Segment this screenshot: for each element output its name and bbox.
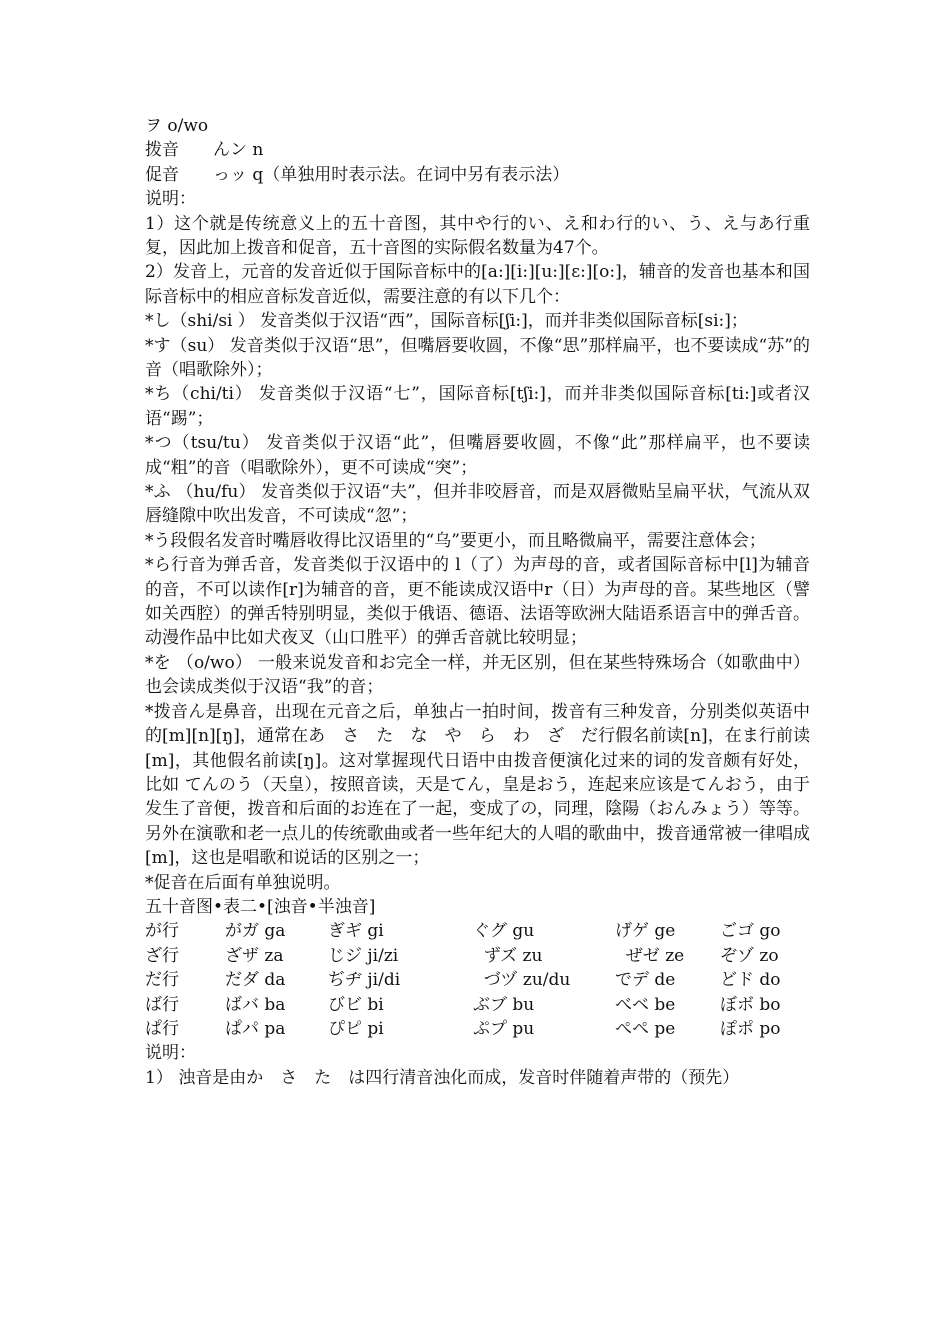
paragraph-ra-row: *ら行音为弹舌音，发音类似于汉语中的 l（了）为声母的音，或者国际音标中[l]为辅音的音，不可以读作[r]为辅音的音，更不能读成汉语中r（日）为声母的音。某些地区（譬如关西腔）的弹舌特别明显，类似于俄语、德语、法语等欧洲大陆语系语言中的弹舌音。动漫作品中比如犬夜叉（山口胜平）的弹舌音就比较明显；: [145, 555, 810, 649]
document-page: [145, 114, 810, 1090]
table-row: [145, 993, 810, 1017]
paragraph-tsu: *つ（tsu/tu） 发音类似于汉语“此”，但嘴唇要收圆，不像“此”那样扁平，也不要读成“粗”的音（唱歌除外），更不可读成“突”；: [145, 433, 810, 478]
table-cell: げゲ ge: [615, 921, 676, 942]
paragraph-shi: *し（shi/si ） 发音类似于汉语“西”，国际音标[ʃi:]，而并非类似国际音标[si:]；: [145, 311, 748, 332]
paragraph-2: 2）发音上，元音的发音近似于国际音标中的[a:][i:][u:][ɛ:][o:]，辅音的发音也基本和国际音标中的相应音标发音近似，需要注意的有以下几个：: [145, 262, 810, 307]
table-cell: ぎギ gi: [328, 921, 384, 942]
table-cell: どド do: [720, 970, 781, 991]
paragraph-n: *拨音ん是鼻音，出现在元音之后，单独占一拍时间，拨音有三种发音，分别类似英语中的[m][n][ŋ]，通常在あ さ た な や ら わ ざ だ行假名前读[n]，在ま行前读[m]，其他假名前读[ŋ]。这对掌握现代日语中由拨音便演化过来的词的发音颇有好处，比如 てんのう（天皇），按照音读，天是てん，皇是おう，连起来应该是てんおう，由于发生了音便，拨音和后面的お连在了一起，变成了の，同理，陰陽（おんみょう）等等。另外在演歌和老一点儿的传统歌曲或者一些年纪大的人唱的歌曲中，拨音通常被一律唱成[m]，这也是唱歌和说话的区别之一；: [145, 701, 810, 869]
table-row: [145, 1017, 810, 1041]
text-line-sokuon: 促音 っッ q（单独用时表示法。在词中另有表示法）: [145, 164, 570, 185]
table-cell: が行: [145, 921, 179, 942]
notes-heading-2: 说明：: [145, 1043, 196, 1064]
table-cell: ぱパ pa: [225, 1018, 286, 1039]
table-cell: ぷプ pu: [473, 1018, 535, 1039]
paragraph-sokuon-note: *促音在后面有单独说明。: [145, 872, 341, 893]
table-cell: だダ da: [225, 970, 286, 991]
table-cell: ぽポ po: [720, 1018, 781, 1039]
table-cell: ぼボ bo: [720, 994, 781, 1015]
paragraph-su: *す（su） 发音类似于汉语“思”，但嘴唇要收圆，不像“思”那样扁平，也不要读成“苏”的音（唱歌除外）；: [145, 335, 810, 380]
table-cell: ぺペ pe: [615, 1018, 676, 1039]
text-line-dakuon-note: 1） 浊音是由か さ た は四行清音浊化而成，发音时伴随着声带的（预先）: [145, 1067, 740, 1088]
paragraph-wo: *を （o/wo） 一般来说发音和お完全一样，并无区别，但在某些特殊场合（如歌曲中）也会读成类似于汉语“我”的音；: [145, 652, 810, 698]
table-cell: ぱ行: [145, 1018, 179, 1039]
table-cell: ぢヂ ji/di: [328, 970, 401, 991]
table-row: [145, 968, 810, 992]
table-cell: ぴピ pi: [328, 1018, 384, 1039]
text-line-wo: ヲ o/wo: [145, 116, 209, 136]
table-cell: ざザ za: [225, 945, 284, 966]
table-cell: ぶブ bu: [473, 994, 535, 1015]
table-cell: ずズ zu: [473, 945, 543, 966]
table-cell: べベ be: [615, 994, 676, 1015]
table-cell: ざ行: [145, 945, 179, 966]
table-title: 五十音图•表二•[浊音•半浊音]: [145, 896, 376, 917]
paragraph-1: 1）这个就是传统意义上的五十音图，其中や行的い、え和わ行的い、う、え与あ行重复，因此加上拨音和促音，五十音图的实际假名数量为47个。: [145, 213, 810, 258]
table-cell: ぜゼ ze: [615, 945, 685, 966]
table-cell: でデ de: [615, 970, 676, 991]
text-line-hatsuon: 拨音 んン n: [145, 140, 264, 161]
kana-table: [145, 919, 810, 1041]
table-cell: ぐグ gu: [473, 921, 535, 942]
table-cell: びビ bi: [328, 994, 384, 1015]
table-cell: づヅ zu/du: [473, 970, 571, 991]
table-cell: ばバ ba: [225, 994, 286, 1015]
paragraph-u-row: *う段假名发音时嘴唇收得比汉语里的“乌”要更小，而且略微扁平，需要注意体会；: [145, 530, 766, 551]
table-cell: だ行: [145, 970, 179, 991]
table-row: [145, 919, 810, 943]
paragraph-fu: *ふ （hu/fu） 发音类似于汉语“夫”，但并非咬唇音，而是双唇微贴呈扁平状，气流从双唇缝隙中吹出发音，不可读成“忽”；: [145, 482, 810, 527]
table-cell: ごゴ go: [720, 921, 781, 942]
paragraph-chi: *ち（chi/ti） 发音类似于汉语“七”，国际音标[tʃi:]，而并非类似国际音标[ti:]或者汉语“踢”；: [145, 384, 810, 429]
table-cell: ぞゾ zo: [720, 945, 779, 966]
table-cell: じジ ji/zi: [328, 945, 399, 966]
table-row: [145, 944, 810, 968]
table-cell: がガ ga: [225, 921, 286, 942]
notes-heading: 说明：: [145, 189, 196, 210]
table-cell: ば行: [145, 994, 179, 1015]
